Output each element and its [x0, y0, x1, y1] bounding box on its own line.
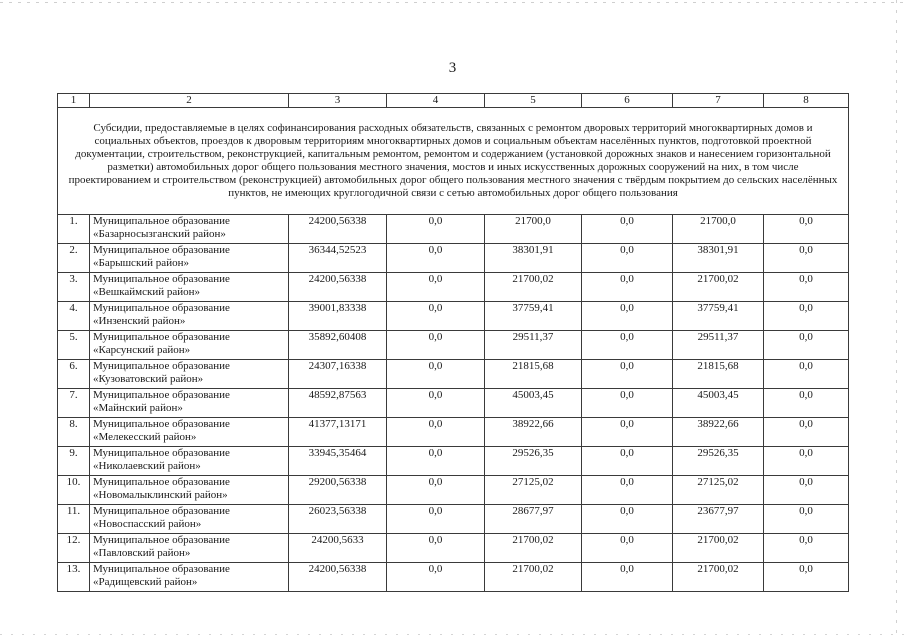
municipality-name-line2: «Радищевский район» — [93, 576, 198, 588]
value-cell-c8: 0,0 — [764, 418, 849, 447]
row-number: 10. — [58, 476, 90, 505]
value-cell-c3: 26023,56338 — [289, 505, 387, 534]
value-cell-c8: 0,0 — [764, 563, 849, 592]
row-number: 2. — [58, 244, 90, 273]
value-cell-c8: 0,0 — [764, 331, 849, 360]
value-cell-c6: 0,0 — [582, 331, 673, 360]
value-cell-c7: 37759,41 — [673, 302, 764, 331]
value-cell-c8: 0,0 — [764, 215, 849, 244]
municipality-name-line1: Муниципальное образование — [93, 505, 230, 517]
value-cell-c5: 45003,45 — [485, 389, 582, 418]
municipality-name-line2: «Павловский район» — [93, 547, 191, 559]
subsidy-table — [57, 93, 849, 592]
value-cell-c8: 0,0 — [764, 534, 849, 563]
value-cell-c4: 0,0 — [387, 215, 485, 244]
section-title-row — [58, 108, 849, 215]
row-number: 3. — [58, 273, 90, 302]
column-header: 4 — [387, 94, 485, 108]
municipality-name-line2: «Новомалыклинский район» — [93, 489, 228, 501]
row-number: 4. — [58, 302, 90, 331]
value-cell-c3: 41377,13171 — [289, 418, 387, 447]
value-cell-c3: 24200,56338 — [289, 563, 387, 592]
value-cell-c7: 29526,35 — [673, 447, 764, 476]
table-row — [58, 389, 849, 418]
row-number: 8. — [58, 418, 90, 447]
value-cell-c7: 21700,02 — [673, 534, 764, 563]
table-row — [58, 447, 849, 476]
municipality-name-line1: Муниципальное образование — [93, 360, 230, 372]
value-cell-c3: 24200,5633 — [289, 534, 387, 563]
municipality-name-line2: «Вешкаймский район» — [93, 286, 201, 298]
row-number: 6. — [58, 360, 90, 389]
value-cell-c5: 21700,02 — [485, 273, 582, 302]
value-cell-c6: 0,0 — [582, 389, 673, 418]
municipality-name-line1: Муниципальное образование — [93, 215, 230, 227]
municipality-name-line2: «Базарносызганский район» — [93, 228, 226, 240]
municipality-name-line2: «Новоспасский район» — [93, 518, 202, 530]
municipality-name-line1: Муниципальное образование — [93, 447, 230, 459]
municipality-name — [90, 447, 289, 476]
value-cell-c5: 38922,66 — [485, 418, 582, 447]
value-cell-c5: 38301,91 — [485, 244, 582, 273]
value-cell-c6: 0,0 — [582, 360, 673, 389]
municipality-name — [90, 244, 289, 273]
column-header: 6 — [582, 94, 673, 108]
column-header: 1 — [58, 94, 90, 108]
value-cell-c6: 0,0 — [582, 418, 673, 447]
column-header: 2 — [90, 94, 289, 108]
value-cell-c5: 29511,37 — [485, 331, 582, 360]
value-cell-c6: 0,0 — [582, 563, 673, 592]
scan-edge-bottom — [0, 634, 905, 635]
value-cell-c4: 0,0 — [387, 360, 485, 389]
row-number: 11. — [58, 505, 90, 534]
municipality-name-line1: Муниципальное образование — [93, 563, 230, 575]
municipality-name-line2: «Барышский район» — [93, 257, 189, 269]
value-cell-c7: 21815,68 — [673, 360, 764, 389]
value-cell-c4: 0,0 — [387, 418, 485, 447]
municipality-name — [90, 418, 289, 447]
municipality-name — [90, 273, 289, 302]
municipality-name — [90, 302, 289, 331]
table-row — [58, 418, 849, 447]
value-cell-c4: 0,0 — [387, 244, 485, 273]
municipality-name-line2: «Николаевский район» — [93, 460, 201, 472]
value-cell-c7: 21700,0 — [673, 215, 764, 244]
value-cell-c4: 0,0 — [387, 476, 485, 505]
value-cell-c7: 38301,91 — [673, 244, 764, 273]
value-cell-c5: 21700,02 — [485, 534, 582, 563]
value-cell-c6: 0,0 — [582, 476, 673, 505]
municipality-name-line1: Муниципальное образование — [93, 418, 230, 430]
value-cell-c8: 0,0 — [764, 302, 849, 331]
value-cell-c6: 0,0 — [582, 244, 673, 273]
value-cell-c3: 29200,56338 — [289, 476, 387, 505]
column-header: 7 — [673, 94, 764, 108]
table-row — [58, 534, 849, 563]
value-cell-c5: 27125,02 — [485, 476, 582, 505]
municipality-name-line1: Муниципальное образование — [93, 244, 230, 256]
table-row — [58, 476, 849, 505]
table-row — [58, 215, 849, 244]
value-cell-c4: 0,0 — [387, 331, 485, 360]
row-number: 12. — [58, 534, 90, 563]
value-cell-c5: 21700,0 — [485, 215, 582, 244]
value-cell-c7: 21700,02 — [673, 273, 764, 302]
value-cell-c8: 0,0 — [764, 360, 849, 389]
municipality-name — [90, 360, 289, 389]
municipality-name-line1: Муниципальное образование — [93, 389, 230, 401]
table-row — [58, 273, 849, 302]
value-cell-c7: 45003,45 — [673, 389, 764, 418]
value-cell-c8: 0,0 — [764, 505, 849, 534]
municipality-name — [90, 215, 289, 244]
municipality-name — [90, 534, 289, 563]
row-number: 7. — [58, 389, 90, 418]
value-cell-c4: 0,0 — [387, 534, 485, 563]
value-cell-c8: 0,0 — [764, 447, 849, 476]
value-cell-c6: 0,0 — [582, 505, 673, 534]
value-cell-c6: 0,0 — [582, 534, 673, 563]
value-cell-c4: 0,0 — [387, 447, 485, 476]
municipality-name-line2: «Инзенский район» — [93, 315, 186, 327]
value-cell-c7: 27125,02 — [673, 476, 764, 505]
value-cell-c3: 39001,83338 — [289, 302, 387, 331]
municipality-name-line2: «Карсунский район» — [93, 344, 191, 356]
table-row — [58, 505, 849, 534]
value-cell-c7: 23677,97 — [673, 505, 764, 534]
municipality-name — [90, 476, 289, 505]
municipality-name — [90, 389, 289, 418]
municipality-name-line2: «Майнский район» — [93, 402, 183, 414]
value-cell-c7: 29511,37 — [673, 331, 764, 360]
page-number: 3 — [448, 60, 457, 76]
row-number: 9. — [58, 447, 90, 476]
value-cell-c3: 48592,87563 — [289, 389, 387, 418]
scan-edge-top — [0, 2, 905, 3]
municipality-name — [90, 505, 289, 534]
municipality-name-line1: Муниципальное образование — [93, 476, 230, 488]
value-cell-c7: 38922,66 — [673, 418, 764, 447]
municipality-name — [90, 563, 289, 592]
row-number: 1. — [58, 215, 90, 244]
value-cell-c6: 0,0 — [582, 302, 673, 331]
municipality-name — [90, 331, 289, 360]
municipality-name-line1: Муниципальное образование — [93, 302, 230, 314]
value-cell-c3: 33945,35464 — [289, 447, 387, 476]
municipality-name-line2: «Кузоватовский район» — [93, 373, 204, 385]
table-row — [58, 302, 849, 331]
value-cell-c3: 35892,60408 — [289, 331, 387, 360]
value-cell-c5: 29526,35 — [485, 447, 582, 476]
row-number: 5. — [58, 331, 90, 360]
value-cell-c6: 0,0 — [582, 215, 673, 244]
column-number-row — [58, 94, 849, 108]
value-cell-c8: 0,0 — [764, 244, 849, 273]
value-cell-c6: 0,0 — [582, 273, 673, 302]
value-cell-c8: 0,0 — [764, 389, 849, 418]
table-row — [58, 563, 849, 592]
column-header: 8 — [764, 94, 849, 108]
value-cell-c5: 37759,41 — [485, 302, 582, 331]
value-cell-c6: 0,0 — [582, 447, 673, 476]
value-cell-c4: 0,0 — [387, 302, 485, 331]
table-row — [58, 244, 849, 273]
municipality-name-line2: «Мелекесский район» — [93, 431, 197, 443]
column-header: 5 — [485, 94, 582, 108]
section-title: Субсидии, предоставляемые в целях софинансирования расходных обязательств, связанных с ремонтом дворовых территорий многоквартирных домов и социальных объектов, проездов к дворовым территориям многоквартирных домов и социальным объектам населённых пунктов, подготовкой проектной документации, строительством, реконструкцией, капитальным ремонтом, ремонтом и содержанием (установкой дорожных знаков и нанесением горизонтальной разметки) автомобильных дорог общего пользования местного значения, мостов и иных искусственных дорожных сооружений на них, в том числе проектированием и строительством (реконструкцией) автомобильных дорог общего пользования местного значения с твёрдым покрытием до сельских населённых пунктов, не имеющих круглогодичной связи с сетью автомобильных дорог общего пользования — [58, 108, 849, 215]
table-row — [58, 360, 849, 389]
value-cell-c4: 0,0 — [387, 563, 485, 592]
value-cell-c4: 0,0 — [387, 273, 485, 302]
value-cell-c3: 24200,56338 — [289, 273, 387, 302]
value-cell-c3: 24307,16338 — [289, 360, 387, 389]
municipality-name-line1: Муниципальное образование — [93, 534, 230, 546]
value-cell-c5: 21700,02 — [485, 563, 582, 592]
scan-edge-right — [896, 0, 897, 640]
column-header: 3 — [289, 94, 387, 108]
value-cell-c4: 0,0 — [387, 389, 485, 418]
value-cell-c3: 36344,52523 — [289, 244, 387, 273]
municipality-name-line1: Муниципальное образование — [93, 331, 230, 343]
table-row — [58, 331, 849, 360]
value-cell-c5: 21815,68 — [485, 360, 582, 389]
value-cell-c4: 0,0 — [387, 505, 485, 534]
value-cell-c3: 24200,56338 — [289, 215, 387, 244]
value-cell-c5: 28677,97 — [485, 505, 582, 534]
municipality-name-line1: Муниципальное образование — [93, 273, 230, 285]
value-cell-c7: 21700,02 — [673, 563, 764, 592]
row-number: 13. — [58, 563, 90, 592]
value-cell-c8: 0,0 — [764, 273, 849, 302]
value-cell-c8: 0,0 — [764, 476, 849, 505]
